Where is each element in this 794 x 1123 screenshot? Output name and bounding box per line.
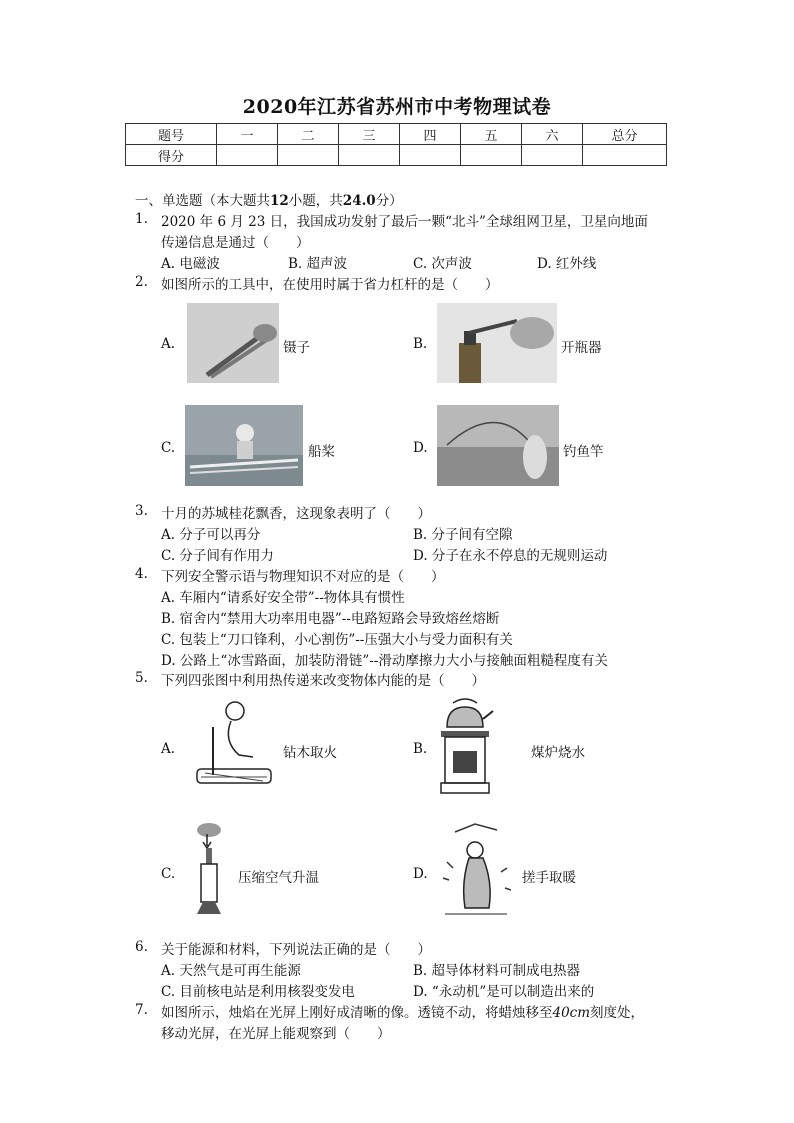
tweezers-image xyxy=(187,303,279,383)
option-label: 船桨 xyxy=(308,444,335,460)
section-prefix: 一、单选题（本大题共 xyxy=(135,193,270,209)
option-text: C. 次声波 xyxy=(413,256,472,272)
question-text: 十月的苏城桂花飘香，这现象表明了（ ） xyxy=(161,506,431,522)
option-text: D. “永动机”是可以制造出来的 xyxy=(413,984,595,1000)
option-text: D. 分子在永不停息的无规则运动 xyxy=(413,548,608,564)
question-text: 如图所示的工具中，在使用时属于省力杠杆的是（ ） xyxy=(161,277,499,293)
score-header-cell: 一 xyxy=(217,124,278,145)
question-text: 下列四张图中利用热传递来改变物体内能的是（ ） xyxy=(161,673,485,689)
option-text: A. 电磁波 xyxy=(161,256,220,272)
section-points: 24.0 xyxy=(342,193,376,209)
score-header-cell: 总分 xyxy=(583,124,667,145)
score-cell xyxy=(583,145,667,166)
question-number: 6. xyxy=(135,939,148,955)
drill-wood-fire-image xyxy=(183,697,275,793)
option-letter: A. xyxy=(161,741,176,757)
page-title: 2020年江苏省苏州市中考物理试卷 xyxy=(242,96,552,118)
score-cell xyxy=(339,145,400,166)
question-text: 下列安全警示语与物理知识不对应的是（ ） xyxy=(161,569,445,585)
question-number: 2. xyxy=(135,274,148,290)
question-text-part: 刻度处， xyxy=(590,1005,645,1021)
score-header-cell: 四 xyxy=(400,124,461,145)
question-text: 传递信息是通过（ ） xyxy=(161,235,310,251)
question-number: 5. xyxy=(135,670,148,686)
section-count: 12 xyxy=(270,193,289,209)
option-label: 开瓶器 xyxy=(561,340,602,356)
option-letter: C. xyxy=(161,866,176,882)
option-label: 压缩空气升温 xyxy=(238,870,319,886)
question-distance: 40cm xyxy=(552,1005,591,1021)
option-text: B. 分子间有空隙 xyxy=(413,527,513,543)
score-cell xyxy=(278,145,339,166)
question-number: 3. xyxy=(135,503,148,519)
option-text: C. 包装上“刀口锋利，小心割伤”--压强大小与受力面积有关 xyxy=(161,632,513,648)
score-header-cell: 二 xyxy=(278,124,339,145)
option-letter: C. xyxy=(161,440,176,456)
score-cell xyxy=(217,145,278,166)
score-header-cell: 三 xyxy=(339,124,400,145)
section-heading xyxy=(135,189,403,209)
option-text: C. 分子间有作用力 xyxy=(161,548,274,564)
option-label: 煤炉烧水 xyxy=(531,745,585,761)
option-label: 镊子 xyxy=(283,340,310,356)
option-letter: B. xyxy=(413,741,428,757)
question-text xyxy=(161,1001,644,1021)
option-letter: B. xyxy=(413,336,428,352)
score-header-cell: 六 xyxy=(522,124,583,145)
question-text: 2020 年 6 月 23 日，我国成功发射了最后一颗“北斗”全球组网卫星，卫星向地面 xyxy=(161,214,648,230)
option-text: C. 目前核电站是利用核裂变发电 xyxy=(161,984,355,1000)
question-text-part: 如图所示，烛焰在光屏上刚好成清晰的像。透镜不动，将蜡烛移至 xyxy=(161,1005,553,1021)
rub-hands-image xyxy=(435,822,517,920)
question-number: 4. xyxy=(135,566,148,582)
question-number: 7. xyxy=(135,1002,148,1018)
fishing-rod-image xyxy=(437,405,559,486)
score-header-cell: 五 xyxy=(461,124,522,145)
score-cell xyxy=(522,145,583,166)
option-text: D. 公路上“冰雪路面，加装防滑链”--滑动摩擦力大小与接触面粗糙程度有关 xyxy=(161,653,608,669)
score-cell xyxy=(461,145,522,166)
score-row-label: 得分 xyxy=(126,145,217,166)
score-header-cell: 题号 xyxy=(126,124,217,145)
option-label: 钻木取火 xyxy=(283,745,337,761)
option-letter: D. xyxy=(413,440,428,456)
score-table xyxy=(125,123,667,166)
score-table-header-row xyxy=(126,124,667,145)
section-suffix: 分） xyxy=(375,193,403,209)
score-table-score-row xyxy=(126,145,667,166)
option-text: A. 分子可以再分 xyxy=(161,527,261,543)
question-text: 移动光屏，在光屏上能观察到（ ） xyxy=(161,1026,391,1042)
question-text: 关于能源和材料，下列说法正确的是（ ） xyxy=(161,942,431,958)
option-text: B. 超声波 xyxy=(288,256,348,272)
option-text: B. 宿舍内“禁用大功率用电器”--电路短路会导致熔丝熔断 xyxy=(161,611,500,627)
option-text: D. 红外线 xyxy=(537,256,597,272)
question-number: 1. xyxy=(135,211,148,227)
option-label: 搓手取暖 xyxy=(522,870,576,886)
option-text: A. 天然气是可再生能源 xyxy=(161,963,301,979)
option-label: 钓鱼竿 xyxy=(563,444,604,460)
bottle-opener-image xyxy=(437,303,557,383)
option-letter: A. xyxy=(161,336,176,352)
oar-image xyxy=(185,405,303,486)
option-letter: D. xyxy=(413,866,428,882)
air-compression-image xyxy=(187,820,231,920)
score-cell xyxy=(400,145,461,166)
section-middle: 小题，共 xyxy=(288,193,343,209)
coal-stove-kettle-image xyxy=(435,695,495,797)
option-text: B. 超导体材料可制成电热器 xyxy=(413,963,581,979)
option-text: A. 车厢内“请系好安全带”--物体具有惯性 xyxy=(161,590,405,606)
